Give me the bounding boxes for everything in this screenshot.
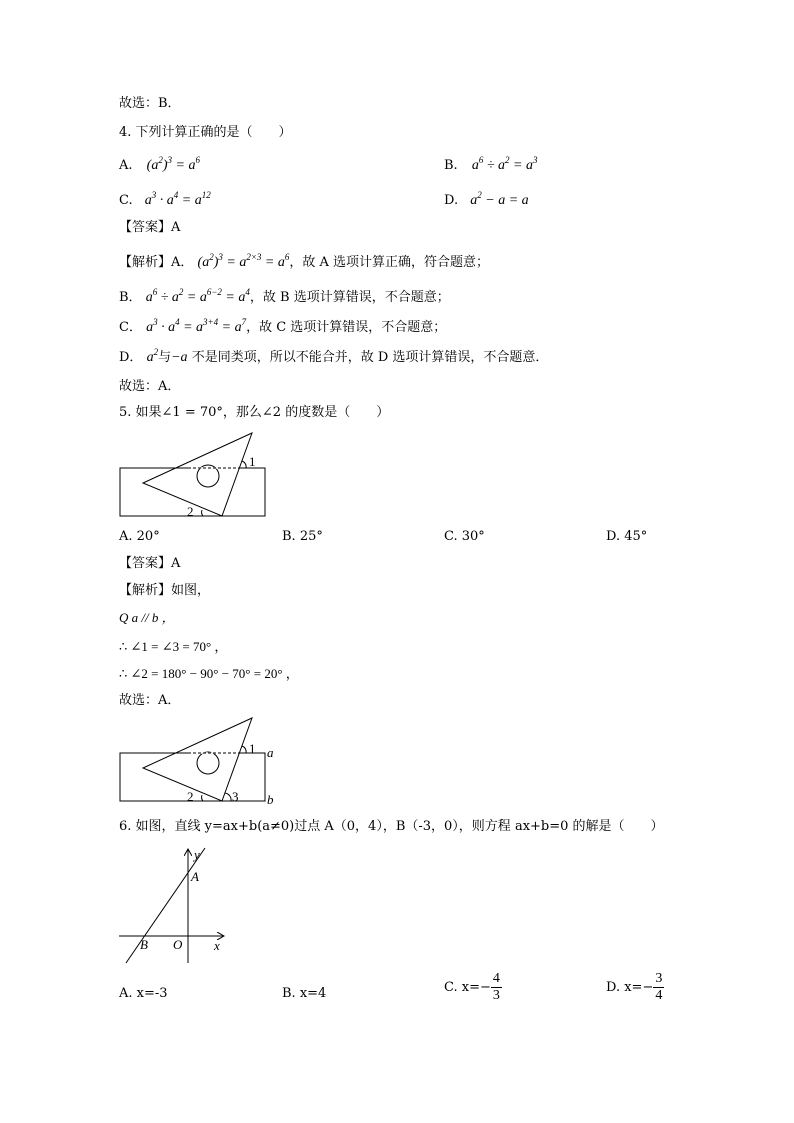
angle-1-arc (242, 746, 246, 753)
q6-stem: 6. 如图，直线 y=ax+b(a≠0)过点 A（0，4），B（-3，0），则方程 ax+b=0 的解是（ ） (119, 819, 664, 834)
q5-conclusion: 故选：A． (119, 693, 181, 708)
angle-2-arc (202, 510, 203, 516)
fraction-numerator: 4 (492, 971, 500, 986)
analysis-head: 【解析】 (119, 255, 172, 270)
q4-option-b: B. $a^6 \div a^2 = a^3$ (444, 155, 538, 173)
fraction-numerator: 3 (655, 971, 663, 986)
q4-analysis-c: C． $a^3 \cdot a^4 = a^{3+4} = a^7$，故 C 选项计算错误，不合题意； (119, 317, 447, 335)
point-b-label: B (140, 937, 148, 952)
angle-2-label: 2 (187, 504, 194, 519)
q6-option-c-prefix: C. x=− (444, 980, 491, 995)
q4-option-d: D. $a^2 - a = a$ (444, 190, 529, 208)
q4-analysis-d: D． $a^2$与−a 不是同类项，所以不能合并，故 D 选项计算错误，不合题意． (119, 347, 549, 365)
analysis-a-prefix: A． (171, 255, 194, 270)
angle-1-label: 1 (249, 741, 256, 756)
analysis-d-suffix: 不是同类项，所以不能合并，故 D 选项计算错误，不合题意． (191, 350, 549, 365)
q4-conclusion: 故选：A． (119, 379, 181, 394)
q5-figure (115, 428, 275, 523)
angle-2-label: 2 (187, 789, 194, 804)
q4-option-a: A. $(a^2)^3 = a^6$ (119, 155, 200, 173)
q4-option-c-label: C. (119, 193, 133, 208)
figure-circle (197, 752, 219, 774)
q4-option-c: C. $a^3 \cdot a^4 = a^{12}$ (119, 190, 211, 208)
line-b-label: b (267, 792, 274, 807)
analysis-b-prefix: B． (119, 290, 142, 305)
y-axis-label: y (194, 847, 200, 862)
q3-conclusion: 故选：B． (119, 96, 181, 111)
q4-option-b-label: B. (444, 158, 458, 173)
q4-analysis-a: 【解析】A． $(a^2)^3 = a^{2\times 3} = a^6$，故 A 选项计算正确，符合题意； (119, 252, 490, 270)
analysis-c-suffix: ，故 C 选项计算错误，不合题意； (246, 320, 447, 335)
q5-option-a: A. 20° (119, 529, 160, 544)
analysis-b-suffix: ，故 B 选项计算错误，不合题意； (249, 290, 450, 305)
angle-1-arc (242, 461, 246, 468)
graph-line (126, 848, 205, 963)
q4-option-a-label: A. (119, 158, 133, 173)
line-a-label: a (267, 745, 274, 760)
q6-option-a: A. x=-3 (119, 986, 168, 1001)
analysis-c-prefix: C． (119, 320, 142, 335)
origin-label: O (173, 937, 183, 952)
q5-answer: 【答案】A (119, 556, 181, 571)
q5-option-d: D. 45° (606, 529, 648, 544)
q4-analysis-b: B． $a^6 \div a^2 = a^{6-2} = a^4$，故 B 选项计算错误，不合题意； (119, 287, 450, 305)
q6-option-d-fraction (653, 971, 664, 1004)
q6-option-d-prefix: D. x=− (606, 980, 654, 995)
angle-3-label: 3 (232, 789, 239, 804)
q5-stem: 5. 如果∠1 = 70°，那么∠2 的度数是（ ） (119, 405, 390, 420)
q5-option-c: C. 30° (444, 529, 485, 544)
point-a-label: A (191, 869, 199, 884)
x-axis-label: x (214, 938, 220, 953)
q6-figure (115, 843, 235, 973)
angle-1-label: 1 (249, 454, 256, 469)
analysis-d-mid: 与 (158, 350, 172, 365)
angle-3-arc (225, 793, 231, 801)
q4-option-d-label: D. (444, 193, 459, 208)
q5-step-1: Q a // b ， (119, 610, 175, 625)
analysis-d-prefix: D． (119, 350, 143, 365)
analysis-a-suffix: ，故 A 选项计算正确，符合题意； (289, 255, 490, 270)
q4-answer: 【答案】A (119, 220, 181, 235)
q4-stem: 4. 下列计算正确的是（ ） (119, 125, 292, 140)
q6-option-c-fraction (491, 971, 502, 1004)
q5-option-b: B. 25° (282, 529, 323, 544)
q6-option-c (444, 971, 502, 1004)
angle-2-arc (202, 795, 203, 801)
q5-step-3: ∴ ∠2 = 180° − 90° − 70° = 20° ， (119, 666, 299, 681)
q6-option-b: B. x=4 (282, 986, 327, 1001)
q5-step-2: ∴ ∠1 = ∠3 = 70° ， (119, 639, 228, 654)
fraction-denominator: 3 (492, 988, 500, 1003)
q5-analysis-head: 【解析】如图， (119, 583, 211, 598)
q6-option-d (606, 971, 664, 1004)
fraction-denominator: 4 (655, 988, 663, 1003)
q5-solution-figure (115, 713, 280, 808)
